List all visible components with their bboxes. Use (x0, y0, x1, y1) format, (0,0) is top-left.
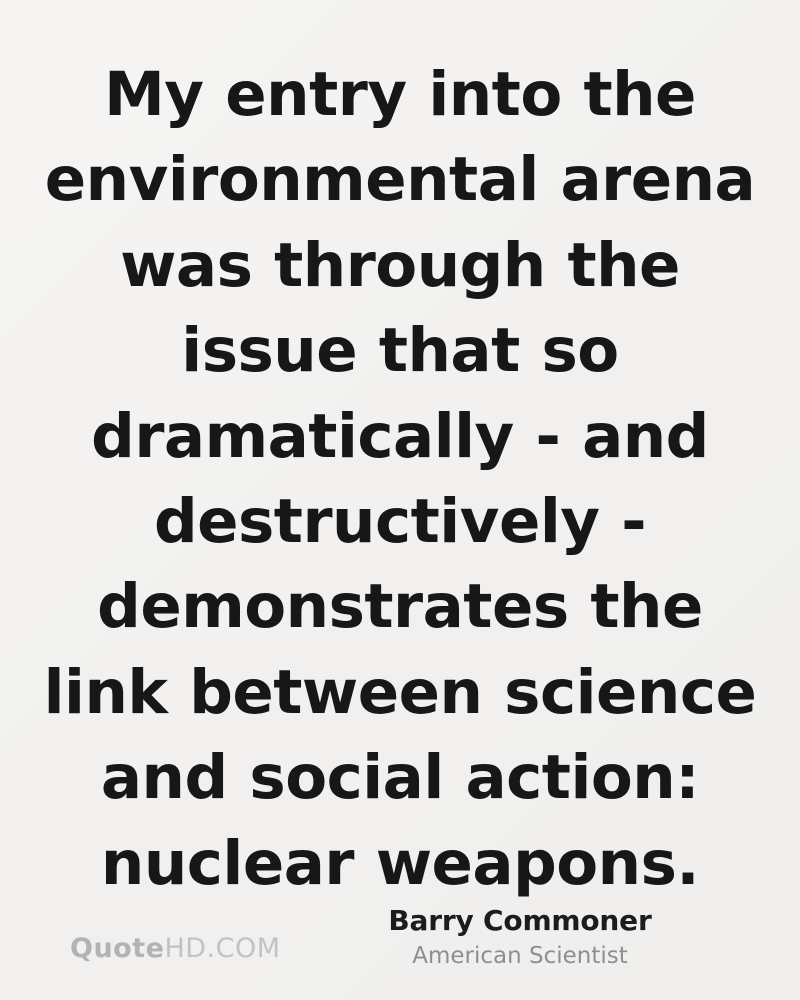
author-name: Barry Commoner (388, 904, 652, 938)
attribution-block (240, 904, 800, 972)
watermark-domain-suffix: .COM (206, 933, 281, 964)
card-footer (0, 880, 800, 1000)
author-title: American Scientist (412, 942, 628, 969)
watermark-quote-text: Quote (70, 933, 165, 964)
quote-text: My entry into the environmental arena was through the issue that so dramatically - and destructively - demonstrates the link between science and social action: nuclear weapons. (43, 59, 757, 899)
watermark-hd-text: HD (164, 933, 207, 964)
